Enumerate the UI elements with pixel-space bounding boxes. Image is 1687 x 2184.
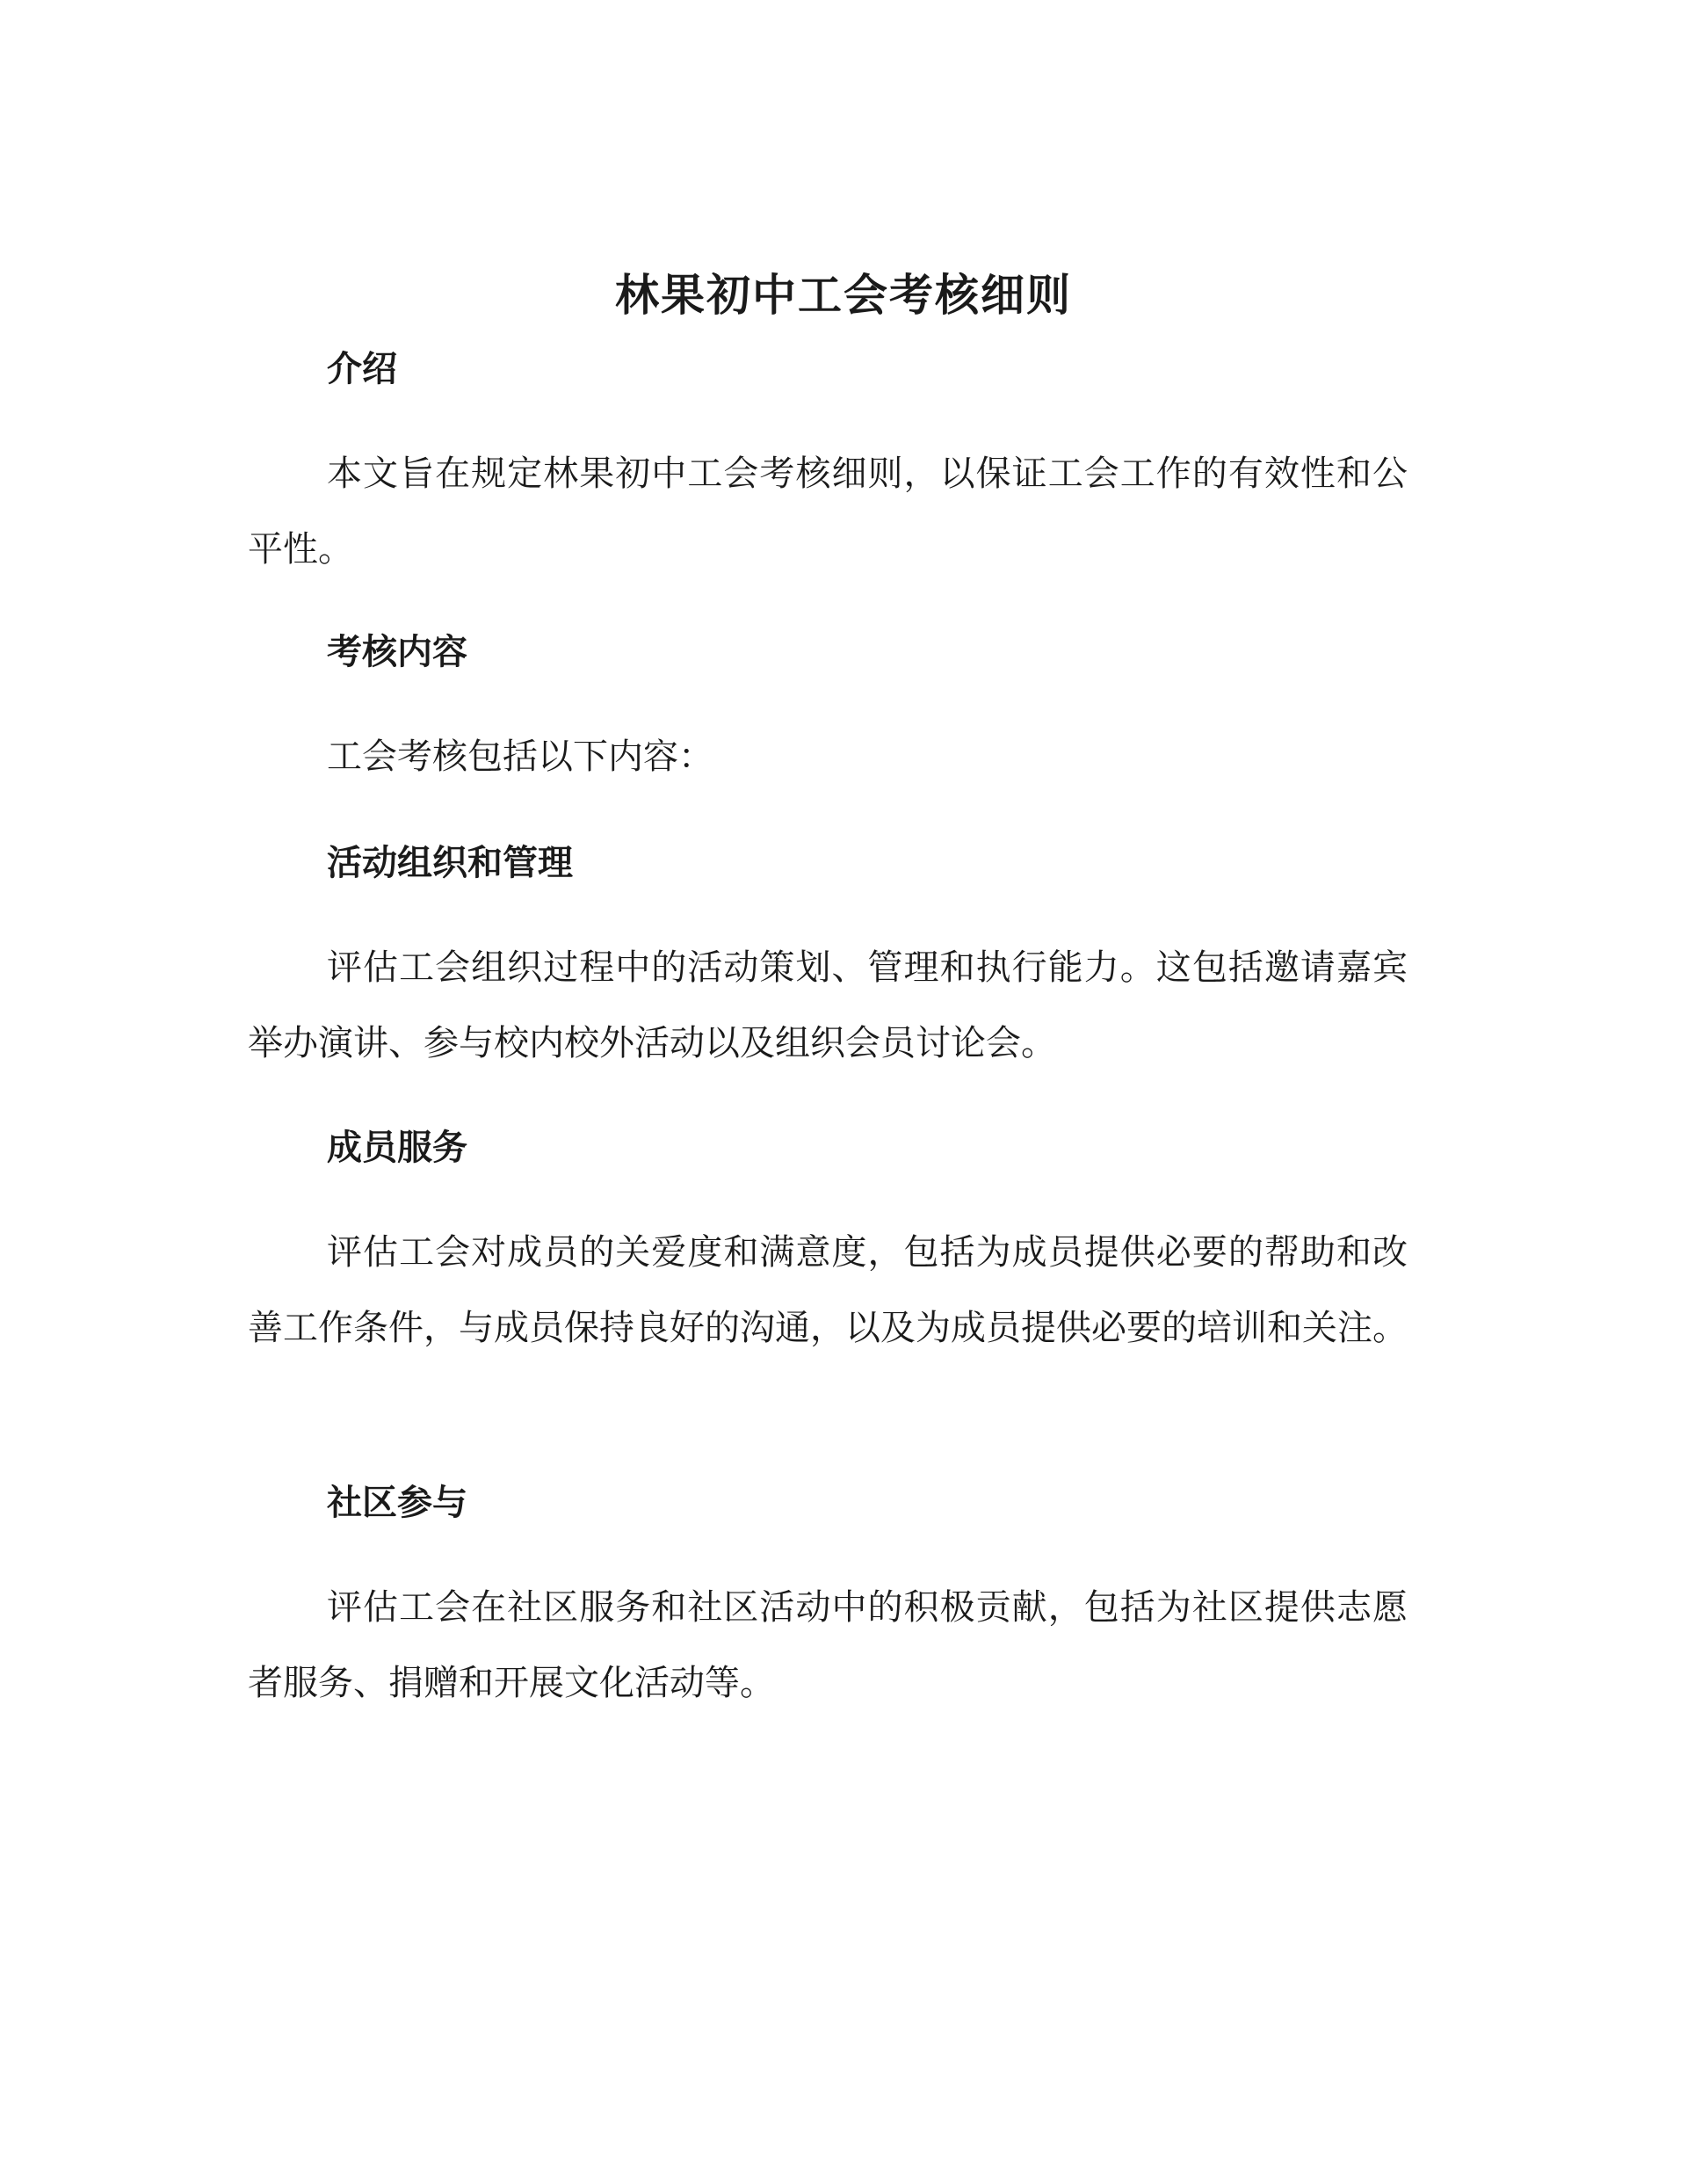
section-heading-introduction: 介绍 [327, 348, 397, 389]
section-paragraph-community-participation: 评估工会在社区服务和社区活动中的积极贡献，包括为社区提供志愿者服务、捐赠和开展文化活动等。 [248, 1587, 1408, 1703]
section-paragraph-member-services: 评估工会对成员的关爱度和满意度，包括为成员提供必要的帮助和改善工作条件，与成员保持良好的沟通，以及为成员提供必要的培训和关注。 [248, 1232, 1408, 1348]
section-heading-assessment-content: 考核内容 [327, 631, 467, 672]
section-heading-activity-management: 活动组织和管理 [327, 842, 573, 883]
section-heading-community-participation: 社区参与 [327, 1482, 467, 1523]
section-paragraph-activity-management: 评估工会组织过程中的活动策划、管理和执行能力。这包括邀请嘉宾举办演讲、参与校内校外活动以及组织会员讨论会。 [248, 947, 1408, 1063]
document-title: 林果初中工会考核细则 [615, 269, 1072, 321]
section-paragraph-assessment-content: 工会考核包括以下内容： [327, 736, 713, 777]
section-paragraph-introduction: 本文旨在规定林果初中工会考核细则，以保证工会工作的有效性和公平性。 [248, 453, 1408, 570]
section-heading-member-services: 成员服务 [327, 1127, 467, 1168]
